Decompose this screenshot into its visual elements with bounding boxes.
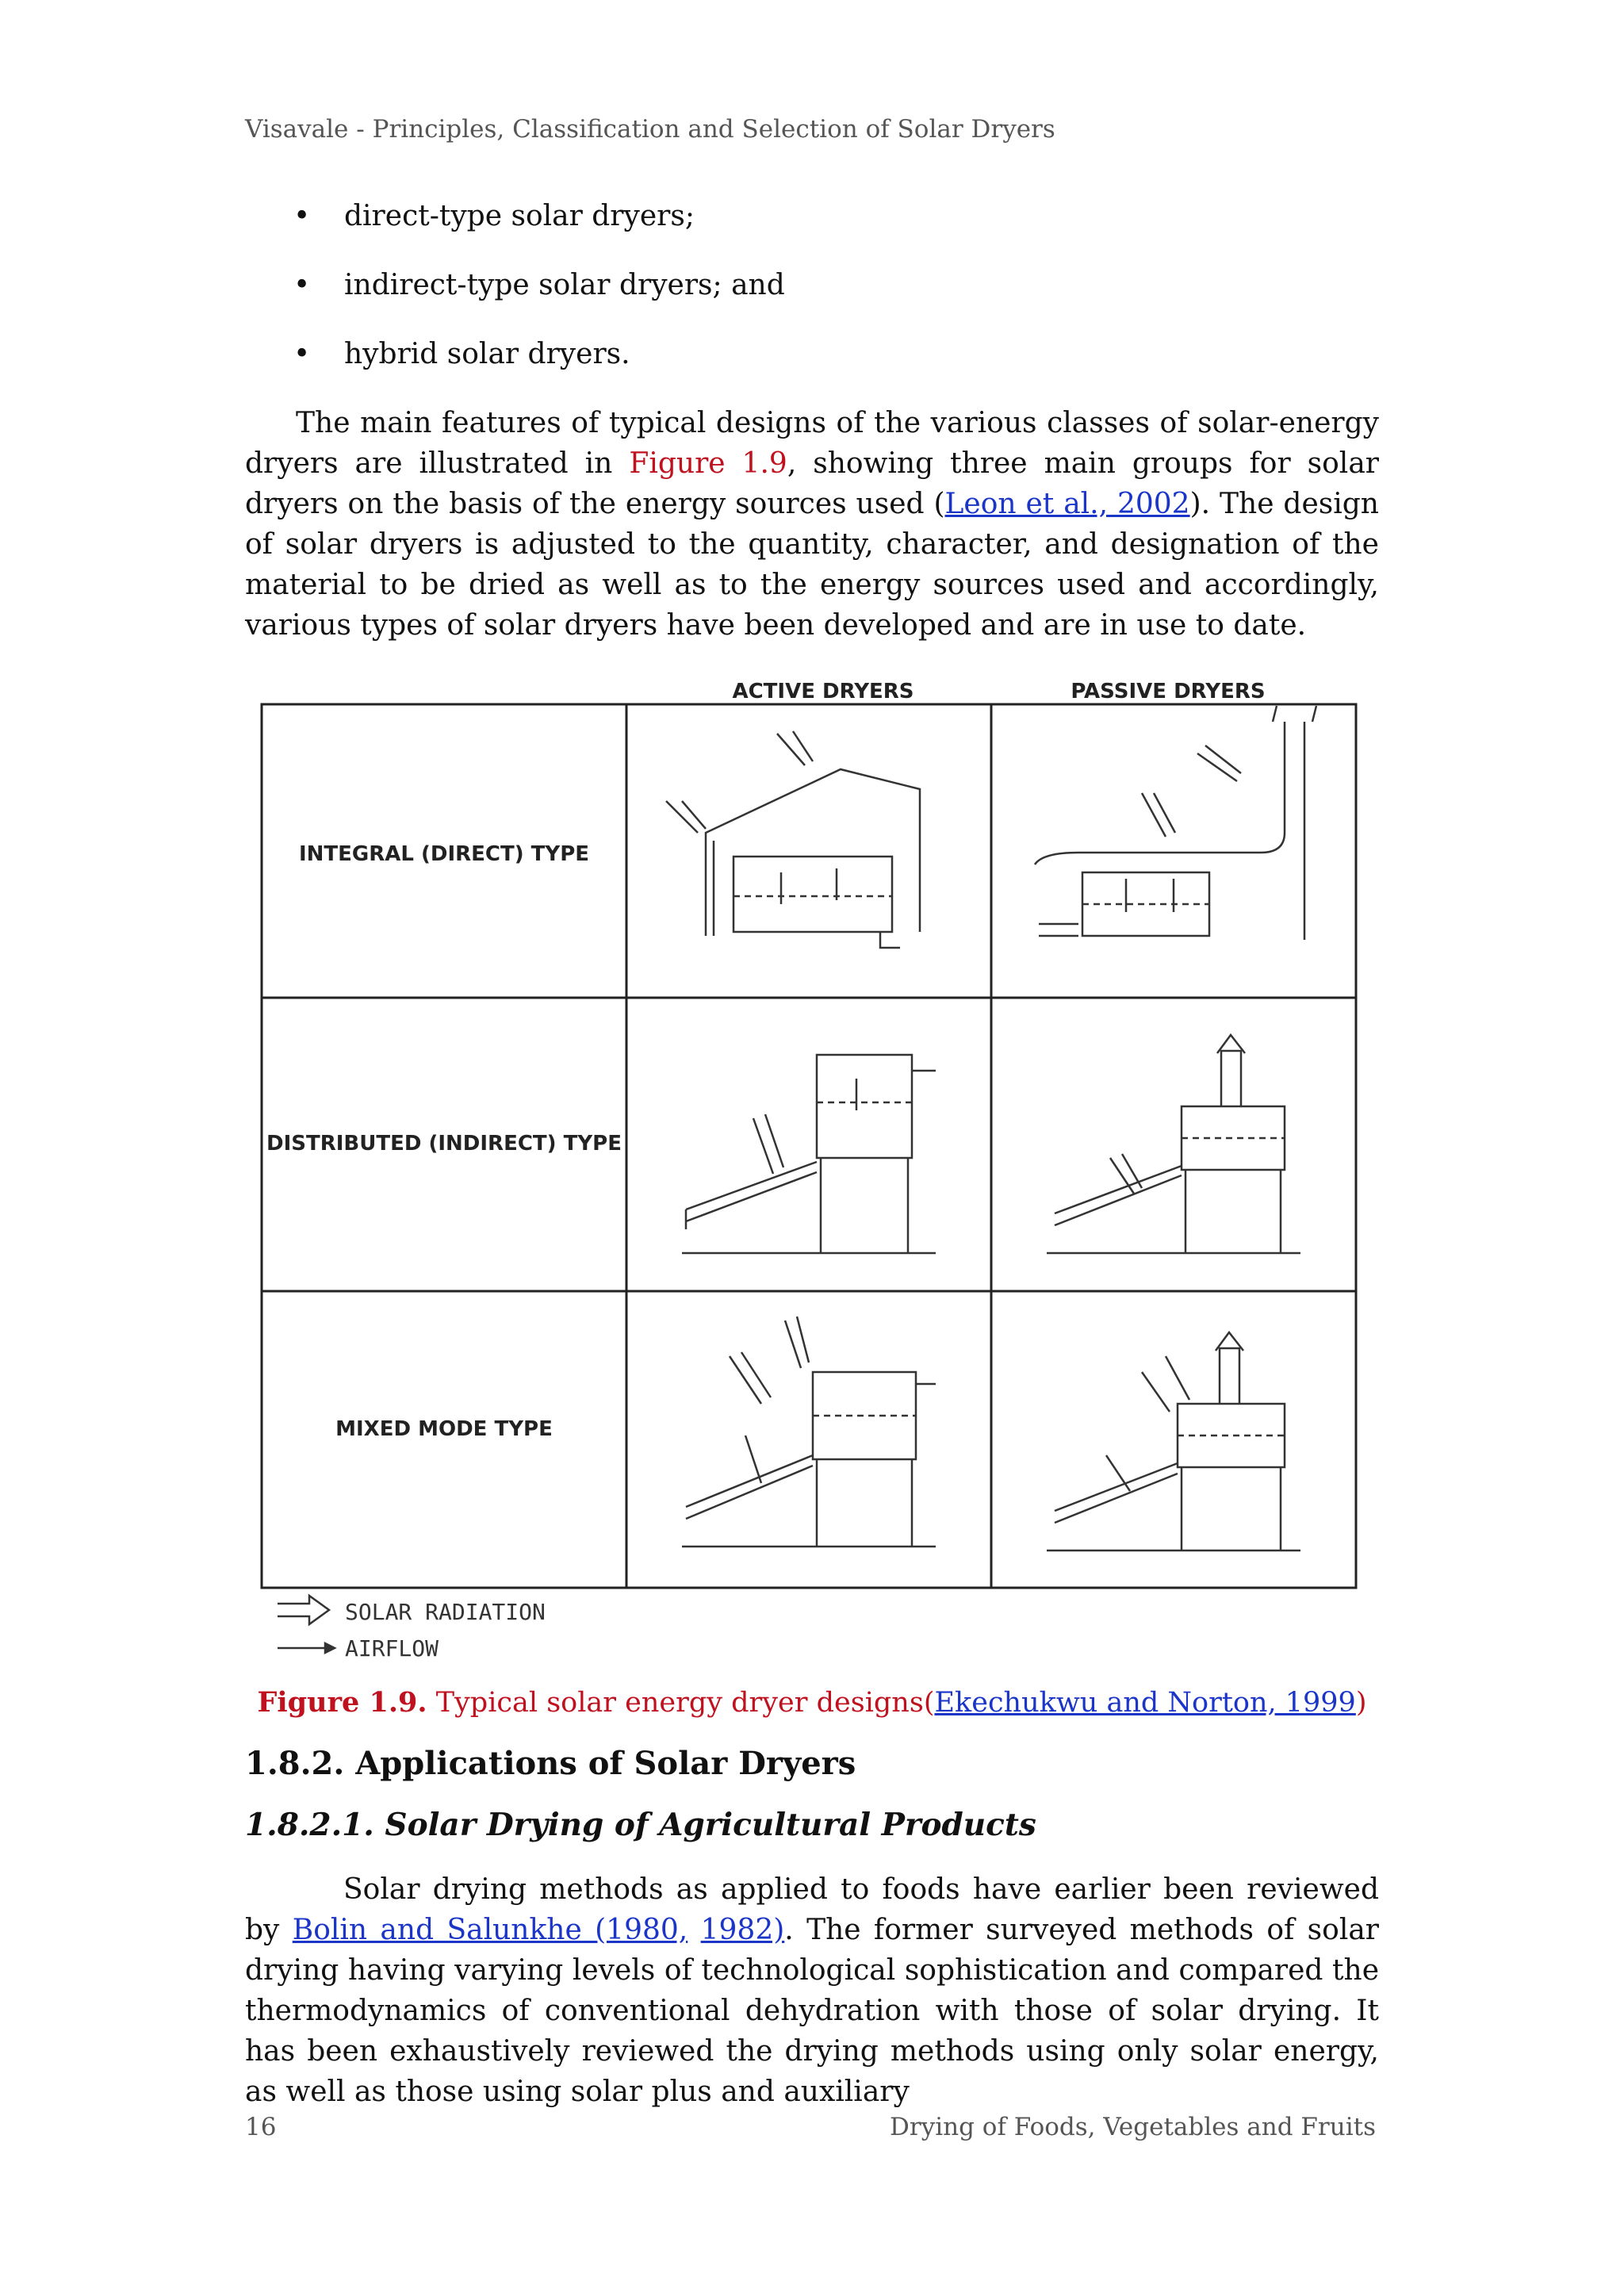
bullet-icon: •: [293, 200, 311, 232]
column-header-passive: PASSIVE DRYERS: [1071, 680, 1266, 703]
passive-mixed-dryer-sketch: [1047, 1332, 1300, 1550]
page-number: 16: [245, 2113, 277, 2141]
active-mixed-dryer-sketch: [682, 1317, 936, 1547]
section-heading: 1.8.2. Applications of Solar Dryers: [245, 1745, 856, 1782]
passive-integral-dryer-sketch: [1035, 706, 1316, 940]
bullet-icon: •: [293, 338, 311, 370]
solar-dryer-figure: [254, 674, 1370, 1665]
body-paragraph: The main features of typical designs of the various classes of solar-energy dryers are illustrated in Figure 1.9, showing three main groups for solar dryers on the basis of the energy sources used (Leon et al., 2002). The design of solar dryers is adjusted to the quantity, character, and designation of the material to be dried as well as to the energy sources used and accordingly, various types of solar dryers have been developed and are in use to date.: [245, 407, 1379, 642]
bullet-list: [293, 195, 785, 402]
figure-caption: Figure 1.9. Typical solar energy dryer designs(Ekechukwu and Norton, 1999): [257, 1686, 1367, 1719]
legend-solar-label: SOLAR RADIATION: [345, 1599, 546, 1625]
subsection-heading: 1.8.2.1. Solar Drying of Agricultural Products: [245, 1807, 1036, 1843]
figure-legend: [278, 1596, 546, 1662]
legend-airflow-label: AIRFLOW: [345, 1635, 439, 1662]
active-integral-dryer-sketch: [666, 731, 920, 948]
book-title-footer: Drying of Foods, Vegetables and Fruits: [890, 2113, 1376, 2141]
row-label-distributed: DISTRIBUTED (INDIRECT) TYPE: [266, 1132, 622, 1156]
solar-radiation-arrow-icon: [278, 1596, 329, 1624]
caption-citation-link[interactable]: Ekechukwu and Norton, 1999: [934, 1687, 1356, 1719]
passive-distributed-dryer-sketch: [1047, 1035, 1300, 1253]
column-header-active: ACTIVE DRYERS: [732, 680, 914, 703]
active-distributed-dryer-sketch: [682, 1055, 936, 1253]
list-item: • indirect-type solar dryers; and: [293, 264, 785, 333]
bullet-icon: •: [293, 269, 311, 301]
list-item: • direct-type solar dryers;: [293, 195, 785, 264]
list-item: • hybrid solar dryers.: [293, 333, 785, 402]
row-label-mixed: MIXED MODE TYPE: [335, 1417, 553, 1441]
citation-link[interactable]: Leon et al., 2002: [944, 488, 1190, 520]
airflow-arrow-icon: [278, 1643, 335, 1653]
running-header: Visavale - Principles, Classification and Selection of Solar Dryers: [245, 115, 1055, 144]
citation-link[interactable]: 1982): [700, 1914, 785, 1946]
citation-link[interactable]: Bolin and Salunkhe (1980,: [292, 1914, 688, 1946]
row-label-integral: INTEGRAL (DIRECT) TYPE: [298, 842, 590, 866]
dryer-diagram: [254, 674, 1370, 1665]
figure-reference-link[interactable]: Figure 1.9: [629, 447, 787, 480]
body-paragraph: Solar drying methods as applied to foods have earlier been reviewed by Bolin and Salunkhe (1980, 1982). The former surveyed methods of solar drying having varying levels of technological sophistication and compared the thermodynamics of conventional dehydration with those of solar drying. It has been exhaustively reviewed the drying methods using only solar energy, as well as those using solar plus and auxiliary: [245, 1873, 1379, 2108]
